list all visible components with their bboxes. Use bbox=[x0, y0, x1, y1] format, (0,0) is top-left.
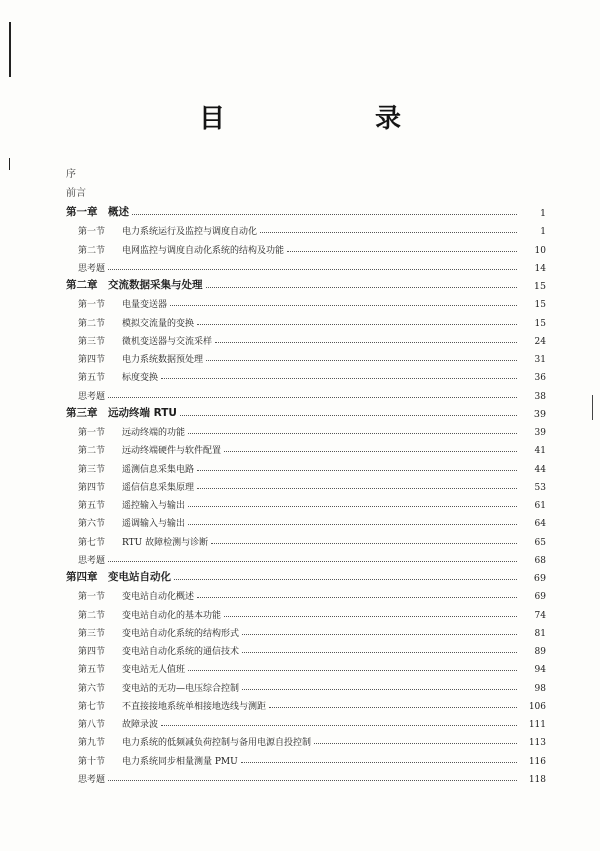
toc-dot-leader bbox=[108, 268, 517, 270]
toc-entry-title bbox=[78, 261, 105, 274]
toc-dot-leader bbox=[241, 761, 517, 763]
toc-page-number: 10 bbox=[534, 245, 546, 256]
toc-section-row[interactable] bbox=[78, 605, 546, 621]
toc-section-row[interactable] bbox=[78, 641, 546, 657]
toc-section-number: 第五节 bbox=[78, 665, 106, 676]
toc-dot-leader bbox=[132, 213, 517, 215]
toc-section-row[interactable] bbox=[78, 495, 546, 511]
toc-entry-title bbox=[78, 224, 257, 237]
toc-dot-leader bbox=[224, 450, 517, 452]
toc-entry-title bbox=[78, 370, 158, 383]
toc-section-row[interactable] bbox=[78, 422, 546, 438]
toc-entry-text: 标度变换 bbox=[122, 373, 159, 384]
toc-entry-text: 变电站自动化系统的通信技术 bbox=[122, 647, 240, 657]
toc-page-number: 15 bbox=[534, 318, 546, 329]
toc-entry-text: 电量变送器 bbox=[122, 300, 168, 311]
toc-entry-text: 变电站无人值班 bbox=[122, 665, 186, 676]
toc-dot-leader bbox=[287, 250, 517, 252]
toc-dot-leader bbox=[197, 469, 517, 471]
toc-entry-title bbox=[78, 425, 185, 438]
toc-dot-leader bbox=[197, 596, 517, 598]
toc-page-number: 38 bbox=[534, 391, 546, 402]
toc-chapter-row[interactable] bbox=[66, 568, 546, 584]
toc-page-number: 1 bbox=[540, 227, 546, 238]
toc-entry-title bbox=[78, 389, 105, 402]
toc-entry-title bbox=[78, 443, 221, 456]
toc-page-number: 44 bbox=[534, 464, 546, 475]
toc-entry-text: 变电站自动化概述 bbox=[122, 592, 195, 603]
toc-page-number: 98 bbox=[534, 683, 546, 694]
toc-section-number: 第二节 bbox=[78, 446, 106, 457]
toc-section-row[interactable] bbox=[78, 732, 546, 748]
toc-page-number: 41 bbox=[534, 446, 546, 457]
toc-entry-text: 变电站自动化系统的结构形式 bbox=[122, 628, 240, 639]
toc-entry-text: 故障录波 bbox=[122, 720, 159, 730]
toc-dot-leader bbox=[269, 706, 517, 708]
toc-section-row[interactable] bbox=[78, 240, 546, 256]
toc-entry-title bbox=[78, 334, 212, 347]
toc-dot-leader bbox=[108, 396, 517, 398]
toc-section-row[interactable] bbox=[78, 532, 546, 548]
toc-dot-leader bbox=[314, 742, 517, 744]
toc-section-row[interactable] bbox=[78, 367, 546, 383]
toc-entry-title bbox=[66, 277, 203, 292]
toc-entry-title bbox=[78, 772, 105, 785]
toc-entry-text: 变电站自动化的基本功能 bbox=[122, 610, 222, 621]
toc-section-row[interactable] bbox=[78, 459, 546, 475]
toc-entry-title bbox=[78, 243, 284, 256]
toc-page-number: 39 bbox=[533, 408, 546, 420]
toc-entry-title bbox=[78, 462, 194, 475]
toc-entry-title bbox=[78, 535, 208, 548]
toc-page-number: 74 bbox=[534, 610, 546, 621]
toc-page-number: 1 bbox=[539, 208, 546, 219]
toc-entry-title bbox=[78, 297, 167, 310]
toc-section-number: 第四节 bbox=[78, 482, 106, 493]
toc-section-row[interactable] bbox=[78, 751, 546, 767]
toc-entry-text: RTU 故障检测与诊断 bbox=[122, 537, 209, 548]
toc-entry-text: 电力系统运行及监控与调度自动化 bbox=[122, 227, 258, 238]
toc-section-row[interactable] bbox=[78, 331, 546, 347]
toc-section-row[interactable] bbox=[78, 513, 546, 529]
toc-section-number: 第四节 bbox=[78, 647, 106, 657]
toc-section-number: 第七节 bbox=[78, 537, 106, 548]
front-matter-preface[interactable]: 序 bbox=[66, 169, 76, 180]
toc-section-number: 第十节 bbox=[78, 756, 106, 767]
toc-section-number: 第一节 bbox=[78, 592, 106, 603]
toc-page-number: 81 bbox=[534, 628, 546, 639]
toc-entry-title bbox=[78, 699, 266, 712]
toc-section-row[interactable] bbox=[78, 349, 546, 365]
toc-section-number: 第二节 bbox=[78, 610, 106, 621]
toc-dot-leader bbox=[206, 286, 518, 288]
toc-dot-leader bbox=[180, 414, 517, 416]
toc-entry-title bbox=[78, 516, 185, 529]
toc-dot-leader bbox=[188, 432, 517, 434]
toc-entry-title bbox=[78, 626, 239, 639]
toc-section-number: 第三节 bbox=[78, 464, 106, 475]
toc-entry-title bbox=[66, 569, 171, 584]
toc-section-number: 第三节 bbox=[78, 336, 106, 347]
toc-entry-text: 第一章 概述 bbox=[66, 206, 129, 218]
toc-section-number: 第八节 bbox=[78, 720, 106, 730]
toc-page-number: 31 bbox=[534, 355, 546, 365]
toc-section-row[interactable] bbox=[78, 623, 546, 639]
toc-entry-text: 微机变送器与交流采样 bbox=[122, 336, 213, 347]
toc-dot-leader bbox=[161, 377, 517, 379]
toc-dot-leader bbox=[211, 542, 517, 544]
front-matter-foreword[interactable]: 前言 bbox=[66, 188, 86, 199]
toc-entry-title bbox=[66, 204, 129, 219]
toc-section-row[interactable] bbox=[78, 550, 546, 566]
toc-chapter-row[interactable] bbox=[66, 276, 546, 292]
toc-entry-text: 遥测信息采集电路 bbox=[122, 464, 195, 475]
toc-section-number: 第四节 bbox=[78, 355, 106, 365]
toc-page-number: 111 bbox=[528, 720, 546, 730]
toc-entry-title bbox=[78, 608, 221, 621]
toc-page-number: 15 bbox=[533, 281, 546, 292]
toc-section-number: 第七节 bbox=[78, 701, 106, 712]
toc-dot-leader bbox=[174, 578, 517, 580]
toc-entry-text: 第二章 交流数据采集与处理 bbox=[66, 279, 203, 291]
page-title: 目 录 bbox=[198, 104, 463, 134]
toc-entry-title bbox=[78, 553, 105, 566]
toc-entry-text: 远动终端的功能 bbox=[122, 428, 186, 438]
toc-entry-text: 遥信信息采集原理 bbox=[122, 482, 195, 493]
toc-dot-leader bbox=[188, 505, 517, 507]
toc-page-number: 39 bbox=[534, 428, 546, 438]
toc-section-number: 第六节 bbox=[78, 683, 106, 694]
toc-section-row[interactable] bbox=[78, 477, 546, 493]
toc-entry-title bbox=[78, 754, 238, 767]
toc-dot-leader bbox=[108, 560, 517, 562]
toc-entry-text: 电力系统同步相量测量 PMU bbox=[122, 756, 238, 767]
toc-page-number: 69 bbox=[533, 573, 546, 584]
toc-page-number: 36 bbox=[534, 373, 546, 384]
toc-section-number: 第一节 bbox=[78, 428, 106, 438]
toc-entry-title bbox=[78, 316, 194, 329]
toc-entry-text: 不直接接地系统单相接地选线与测距 bbox=[122, 701, 267, 712]
toc-dot-leader bbox=[188, 523, 517, 525]
toc-section-number: 第六节 bbox=[78, 519, 106, 530]
toc-entry-text: 电网监控与调度自动化系统的结构及功能 bbox=[122, 245, 285, 256]
toc-entry-text: 第三章 远动终端 RTU bbox=[66, 406, 177, 419]
toc-dot-leader bbox=[242, 688, 517, 690]
toc-section-row[interactable] bbox=[78, 386, 546, 402]
toc-entry-text: 变电站的无功—电压综合控制 bbox=[122, 683, 240, 694]
toc-page-number: 15 bbox=[534, 300, 546, 311]
toc-section-row[interactable] bbox=[78, 294, 546, 310]
toc-entry-text: 模拟交流量的变换 bbox=[122, 318, 195, 329]
toc-section-number: 第五节 bbox=[78, 373, 106, 384]
toc-page-number: 116 bbox=[528, 756, 546, 767]
toc-dot-leader bbox=[242, 651, 517, 653]
toc-chapter-row[interactable] bbox=[66, 404, 546, 420]
toc-entry-text: 思考题 bbox=[78, 391, 106, 402]
toc-entry-text: 第四章 变电站自动化 bbox=[66, 571, 171, 583]
toc-page-number: 94 bbox=[534, 665, 546, 676]
toc-section-row[interactable] bbox=[78, 769, 546, 785]
toc-entry-text: 思考题 bbox=[78, 774, 106, 785]
toc-page-number: 65 bbox=[534, 537, 546, 548]
toc-entry-title bbox=[78, 498, 185, 511]
toc-dot-leader bbox=[242, 633, 517, 635]
toc-entry-title bbox=[78, 352, 203, 365]
toc-dot-leader bbox=[197, 487, 517, 489]
toc-entry-text: 遥调输入与输出 bbox=[122, 519, 186, 530]
toc-section-row[interactable] bbox=[78, 696, 546, 712]
toc-chapter-row[interactable] bbox=[66, 203, 546, 219]
toc-entry-title bbox=[78, 662, 185, 675]
toc-page-number: 61 bbox=[534, 501, 546, 511]
toc-entry-title bbox=[78, 480, 194, 493]
toc-page-number: 14 bbox=[534, 263, 546, 274]
toc-page-number: 68 bbox=[534, 555, 546, 566]
toc-dot-leader bbox=[170, 304, 517, 306]
toc-dot-leader bbox=[161, 724, 517, 726]
toc-section-row[interactable] bbox=[78, 258, 546, 274]
toc-entry-text: 思考题 bbox=[78, 263, 106, 274]
toc-dot-leader bbox=[108, 779, 517, 781]
toc-section-row[interactable] bbox=[78, 678, 546, 694]
toc-section-number: 第九节 bbox=[78, 738, 106, 749]
toc-dot-leader bbox=[188, 669, 517, 671]
scan-margin-mark bbox=[9, 158, 10, 170]
toc-dot-leader bbox=[260, 231, 517, 233]
toc-section-row[interactable] bbox=[78, 221, 546, 237]
toc-entry-text: 电力系统的低频减负荷控制与备用电源自投控制 bbox=[122, 738, 312, 749]
toc-page-number: 89 bbox=[534, 647, 546, 657]
toc-page-number: 113 bbox=[528, 738, 546, 749]
toc-section-number: 第一节 bbox=[78, 300, 106, 311]
scan-edge-mark bbox=[592, 395, 593, 420]
toc-section-row[interactable] bbox=[78, 313, 546, 329]
toc-dot-leader bbox=[224, 615, 517, 617]
toc-entry-text: 思考题 bbox=[78, 555, 106, 566]
toc-entry-title bbox=[78, 735, 311, 748]
toc-entry-title bbox=[78, 644, 239, 657]
toc-page-number: 24 bbox=[534, 336, 546, 347]
toc-section-number: 第三节 bbox=[78, 628, 106, 639]
toc-section-row[interactable] bbox=[78, 586, 546, 602]
toc-entry-text: 电力系统数据预处理 bbox=[122, 355, 204, 365]
toc-entry-title bbox=[78, 681, 239, 694]
toc-section-row[interactable] bbox=[78, 714, 546, 730]
toc-entry-title bbox=[78, 717, 158, 730]
toc-section-number: 第五节 bbox=[78, 501, 106, 511]
toc-section-row[interactable] bbox=[78, 659, 546, 675]
toc-dot-leader bbox=[197, 323, 517, 325]
toc-entry-text: 远动终端硬件与软件配置 bbox=[122, 446, 222, 457]
toc-entry-title bbox=[78, 589, 194, 602]
toc-entry-text: 遥控输入与输出 bbox=[122, 501, 186, 511]
toc-page-number: 53 bbox=[534, 482, 546, 493]
toc-page-number: 69 bbox=[534, 592, 546, 603]
toc-dot-leader bbox=[206, 359, 517, 361]
toc-dot-leader bbox=[215, 341, 517, 343]
toc-section-number: 第二节 bbox=[78, 318, 106, 329]
toc-section-row[interactable] bbox=[78, 440, 546, 456]
toc-section-number: 第一节 bbox=[78, 227, 106, 238]
scan-margin-line bbox=[9, 22, 11, 77]
toc-page-number: 106 bbox=[528, 701, 546, 712]
toc-section-number: 第二节 bbox=[78, 245, 106, 256]
toc-page-number: 64 bbox=[534, 519, 546, 530]
toc-entry-title bbox=[66, 405, 177, 420]
toc-page-number: 118 bbox=[528, 774, 546, 785]
